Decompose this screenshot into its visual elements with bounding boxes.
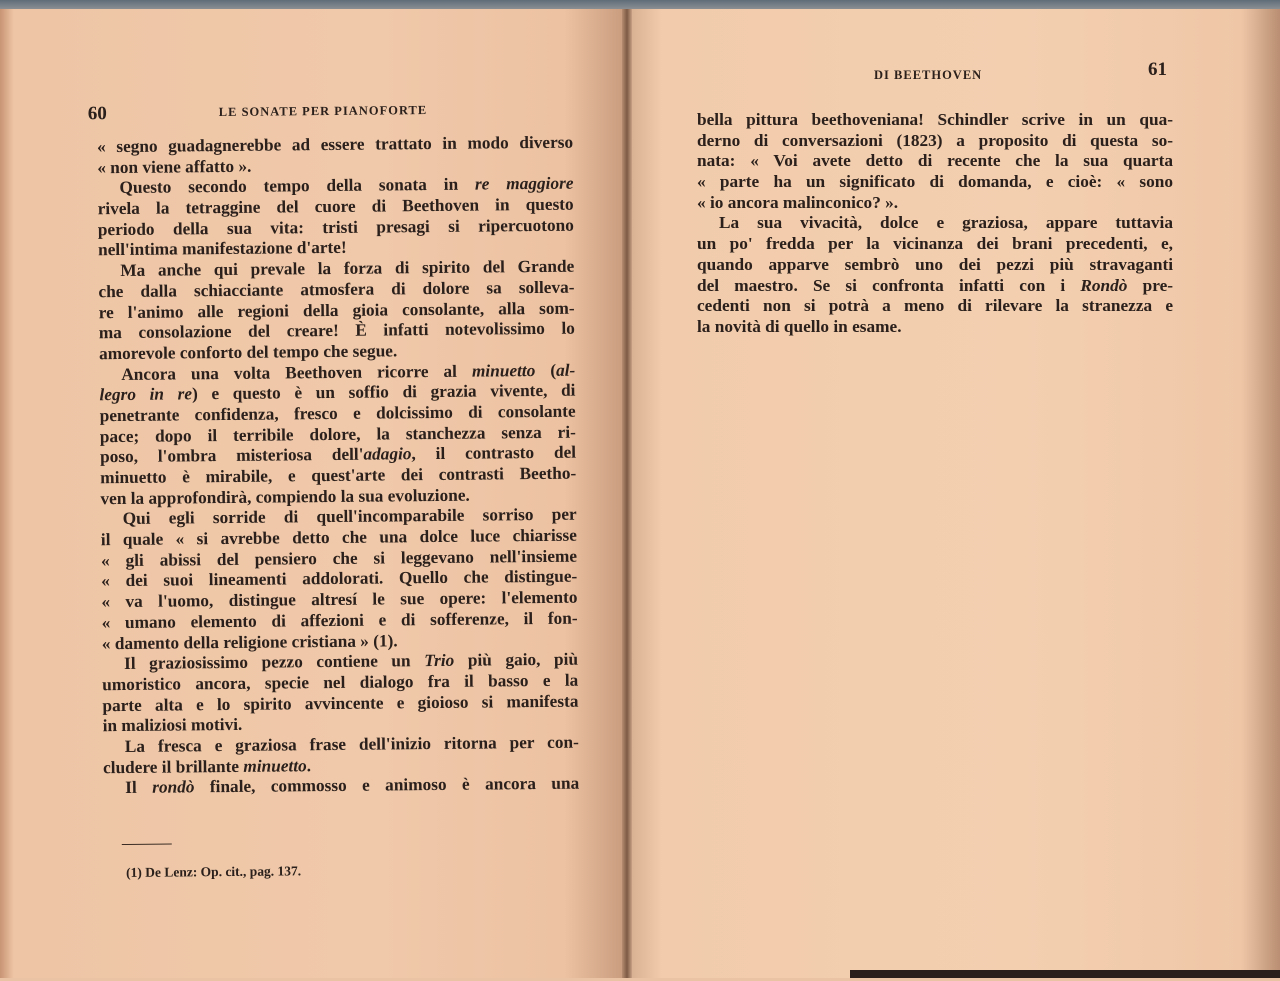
text-run: pre- — [1127, 275, 1173, 295]
italic-text: al- — [555, 360, 576, 380]
text-run: ma consolazione del creare! È infatti notevolissimo lo — [98, 318, 575, 343]
running-head-left: LE SONATE PER PIANOFORTE — [218, 103, 428, 120]
text-line — [697, 276, 1173, 297]
text-run: . — [306, 755, 312, 775]
text-line — [697, 317, 1173, 338]
footnote: (1) De Lenz: Op. cit., pag. 137. — [125, 863, 302, 880]
text-run: del maestro. Se si confronta infatti con i — [697, 275, 1081, 295]
text-run: « dei suoi lineamenti addolorati. Quello che distingue- — [101, 567, 578, 591]
text-run: nata: « Voi avete detto di recente che la sua quarta — [697, 151, 1173, 171]
text-run: derno di conversazioni (1823) a proposito di questa so- — [697, 130, 1173, 150]
text-run: rivela la tetraggine del cuore di Beethoven in questo — [97, 194, 574, 219]
right-body-text — [697, 110, 1173, 338]
text-line — [103, 774, 579, 799]
left-body-text — [97, 133, 579, 800]
text-run: che dalla schiacciante atmosfera di dolore sa solleva- — [98, 277, 575, 302]
text-run: Il graziosissimo pezzo contiene un — [123, 651, 425, 674]
text-line — [697, 110, 1173, 131]
italic-text: adagio — [363, 444, 412, 464]
text-line — [697, 193, 1173, 214]
text-run: in maliziosi motivi. — [102, 715, 243, 736]
text-run: poso, l'ombra misteriosa dell' — [99, 444, 364, 467]
text-run: periodo della sua vita: tristi presagi si ripercuotono — [97, 215, 574, 239]
text-line — [697, 296, 1173, 317]
italic-text: minuetto — [243, 755, 307, 776]
text-run: « va l'uomo, distingue altresí le sue opere: l'elemento — [101, 587, 578, 612]
text-run: « umano elemento di affezioni e di sofferenze, il fon- — [101, 608, 578, 633]
text-run: « parte ha un significato di domanda, e cioè: « sono — [697, 172, 1173, 192]
text-run: La sua vivacità, dolce e graziosa, appare tuttavia — [719, 213, 1173, 233]
italic-text: minuetto — [471, 360, 536, 381]
text-run: Il — [125, 778, 153, 798]
text-run: amorevole conforto del tempo che segue. — [98, 341, 398, 364]
text-run: re l'animo alle regioni della gioia consolante, alla som- — [98, 298, 575, 322]
text-run: « non viene affatto ». — [97, 156, 252, 177]
text-run: Questo secondo tempo della sonata in — [119, 174, 476, 198]
text-run: nell'intima manifestazione d'arte! — [97, 238, 347, 260]
text-run: Ancora una volta Beethoven ricorre al — [121, 361, 473, 384]
text-line — [697, 255, 1173, 276]
text-run: ven la approfondirà, compiendo la sua evoluzione. — [100, 485, 470, 508]
italic-text: Trio — [424, 651, 455, 671]
text-run: cedenti non si potrà a meno di rilevare la stranezza e — [697, 296, 1173, 316]
text-run: penetrante confidenza, fresco e dolcissimo di consolante — [99, 401, 576, 426]
left-page-content — [0, 0, 632, 981]
text-run: La fresca e graziosa frase dell'inizio ritorna per con- — [124, 732, 579, 756]
text-line — [697, 172, 1173, 193]
text-run: « gli abissi del pensiero che si leggevano nell'insieme — [100, 546, 578, 570]
footnote-rule — [122, 844, 172, 845]
page-number-left: 60 — [87, 103, 107, 125]
scan-bottom-edge — [850, 970, 1280, 978]
text-line — [697, 234, 1173, 255]
text-run: parte alta e lo spirito avvincente e gioioso si manifesta — [102, 691, 579, 715]
running-head-right: DI BEETHOVEN — [874, 68, 983, 82]
italic-text: legro in re — [99, 384, 193, 405]
text-run: la novità di quello in esame. — [697, 316, 902, 336]
text-run: umoristico ancora, specie nel dialogo fra il basso e la — [102, 670, 579, 695]
text-line — [697, 213, 1173, 234]
text-run: ( — [535, 360, 557, 380]
italic-text: re maggiore — [474, 174, 574, 194]
text-line — [697, 151, 1173, 172]
text-run: , il contrasto del — [411, 442, 577, 464]
text-run: ) e questo è un soffio di grazia vivente, di — [191, 380, 576, 404]
text-run: il quale « si avrebbe detto che una dolce luce chiarisse — [100, 525, 577, 550]
italic-text: rondò — [152, 777, 195, 798]
text-run: minuetto è mirabile, e quest'arte dei contrasti Beetho- — [100, 463, 577, 488]
text-run: Ma anche qui prevale la forza di spirito del Grande — [120, 256, 575, 281]
text-run: finale, commosso e animoso è ancora una — [194, 773, 580, 797]
text-run: cludere il brillante — [102, 756, 244, 777]
page-number-right: 61 — [1148, 59, 1167, 80]
text-run: un po' fredda per la vicinanza dei brani precedenti, e, — [697, 234, 1173, 254]
text-run: « io ancora malinconico? ». — [697, 192, 899, 212]
text-line — [697, 131, 1173, 152]
text-run: quando apparve sembrò uno dei pezzi più stravaganti — [697, 254, 1173, 274]
text-run: più gaio, più — [454, 649, 579, 671]
text-run: Qui egli sorride di quell'incomparabile sorriso per — [122, 505, 577, 529]
italic-text: Rondò — [1080, 275, 1128, 295]
text-run: « segno guadagnerebbe ad essere trattato in modo diverso — [96, 132, 574, 157]
text-run: bella pittura beethoveniana! Schindler scrive in un qua- — [697, 110, 1173, 129]
text-run: pace; dopo il terribile dolore, la stanchezza senza ri- — [99, 422, 576, 446]
text-run: « damento della religione cristiana » (1). — [101, 630, 398, 653]
